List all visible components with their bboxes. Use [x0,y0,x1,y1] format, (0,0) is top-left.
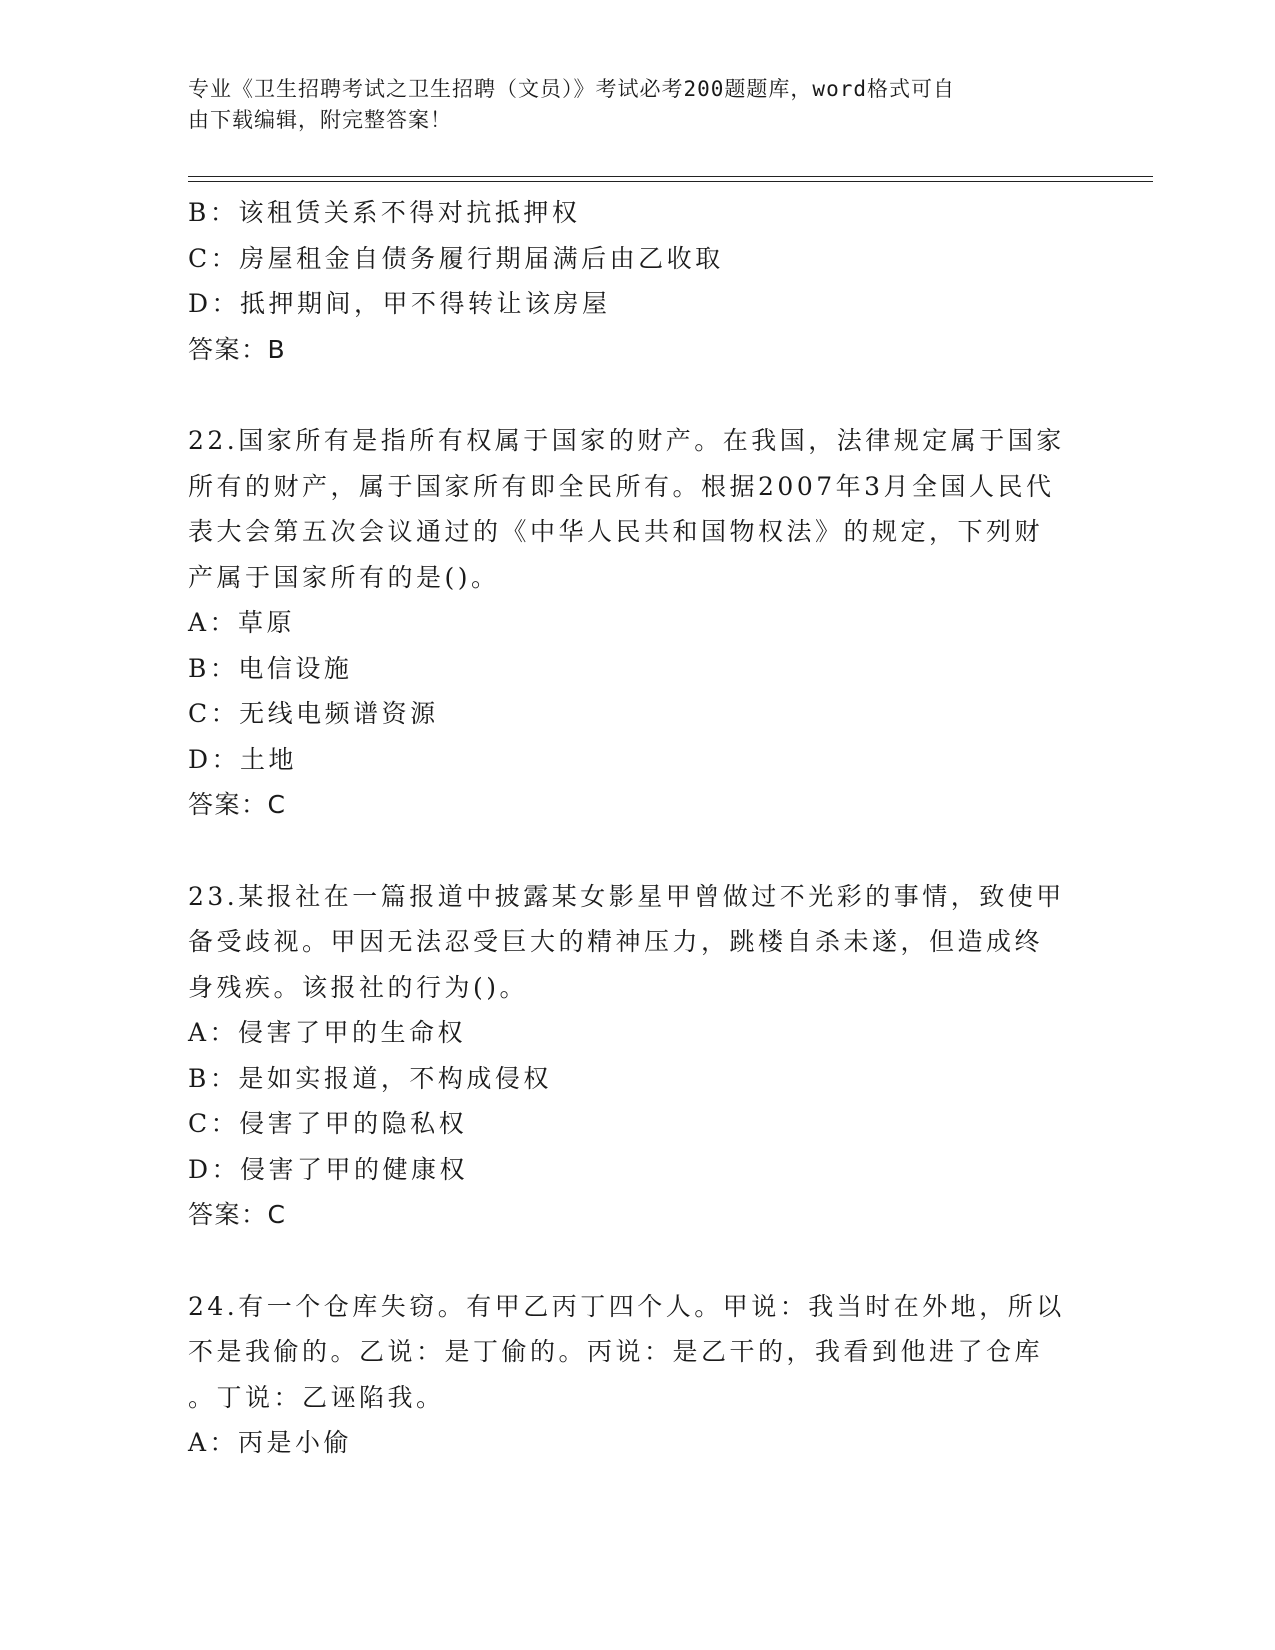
header-divider-bottom [188,181,1153,182]
header-divider-top [188,176,1153,177]
option-c: C：无线电频谱资源 [188,699,439,728]
answer: 答案：B [188,334,287,364]
option-a: A：丙是小偷 [188,1428,353,1457]
option-a: A：草原 [188,608,296,637]
option-d: D：土地 [188,744,298,774]
spacer [188,372,1068,418]
question-23 [188,874,1068,1238]
stem-line: 表大会第五次会议通过的《中华人民共和国物权法》的规定，下列财 [188,517,1044,546]
question-stem [188,874,1068,1011]
answer: 答案：C [188,1200,287,1229]
stem-line: 产属于国家所有的是()。 [188,562,500,592]
stem-line: 不是我偷的。乙说：是丁偷的。丙说：是乙干的，我看到他进了仓库 [188,1337,1044,1366]
option-b: B：该租赁关系不得对抗抵押权 [188,198,581,227]
option-a: A：侵害了甲的生命权 [188,1018,467,1047]
document-body [188,190,1068,1466]
option-b: B：是如实报道，不构成侵权 [188,1063,552,1093]
stem-line: 身残疾。该报社的行为()。 [188,972,529,1002]
spacer [188,1238,1068,1284]
document-header [188,74,1068,136]
header-line-1: 专业《卫生招聘考试之卫生招聘（文员）》考试必考200题题库，word格式可自 [188,77,955,101]
header-line-2: 由下载编辑，附完整答案！ [188,108,452,132]
option-c: C：房屋租金自债务履行期届满后由乙收取 [188,243,724,273]
stem-line: 备受歧视。甲因无法忍受巨大的精神压力，跳楼自杀未遂，但造成终 [188,927,1044,956]
option-d: D：抵押期间，甲不得转让该房屋 [188,289,611,318]
stem-line: 所有的财产，属于国家所有即全民所有。根据2007年3月全国人民代 [188,471,1055,501]
question-21-tail [188,190,1068,372]
option-c: C：侵害了甲的隐私权 [188,1109,468,1138]
stem-line: 。丁说：乙诬陷我。 [188,1382,445,1412]
option-b: B：电信设施 [188,653,353,683]
question-22 [188,418,1068,828]
question-stem [188,418,1068,600]
stem-line: 23.某报社在一篇报道中披露某女影星甲曾做过不光彩的事情，致使甲 [188,881,1065,911]
stem-line: 24.有一个仓库失窃。有甲乙丙丁四个人。甲说：我当时在外地，所以 [188,1291,1065,1321]
spacer [188,828,1068,874]
answer: 答案：C [188,790,287,819]
question-stem [188,1284,1068,1421]
stem-line: 22.国家所有是指所有权属于国家的财产。在我国，法律规定属于国家 [188,426,1065,455]
option-d: D：侵害了甲的健康权 [188,1154,469,1184]
question-24 [188,1284,1068,1466]
